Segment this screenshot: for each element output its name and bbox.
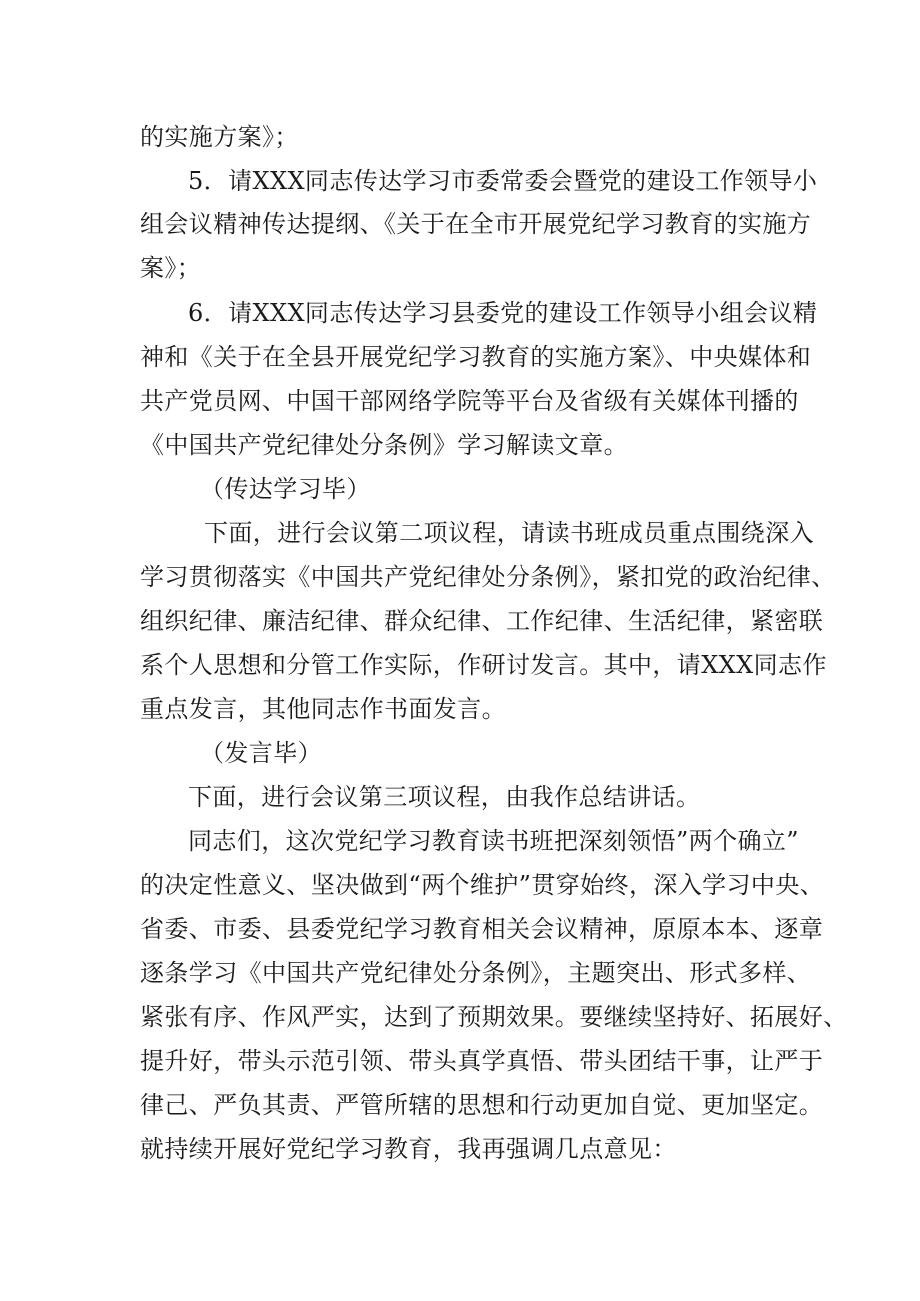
text-line: 的决定性意义、坚决做到“两个维护”贯穿始终，深入学习中央、 xyxy=(140,871,825,899)
text-line: 下面，进行会议第二项议程，请读书班成员重点围绕深入 xyxy=(204,519,814,547)
text-line: 重点发言，其他同志作书面发言。 xyxy=(140,695,506,723)
text-line: 逐条学习《中国共产党纪律处分条例》，主题突出、形式多样、 xyxy=(140,959,812,987)
text-line: 同志们，这次党纪学习教育读书班把深刻领悟”两个确立” xyxy=(188,827,799,855)
text-line: 的实施方案》； xyxy=(140,123,299,151)
text-line: 紧张有序、作风严实，达到了预期效果。要继续坚持好、拓展好、 xyxy=(140,1003,848,1031)
text-line: 共产党员网、中国干部网络学院等平台及省级有关媒体刊播的 xyxy=(140,387,799,415)
text-line: 组会议精神传达提纲、《关于在全市开展党纪学习教育的实施方 xyxy=(140,210,812,238)
text-line: 6．请XXX同志传达学习县委党的建设工作领导小组会议精 xyxy=(188,299,818,327)
text-line: 律己、严负其责、严管所辖的思想和行动更加自觉、更加坚定。 xyxy=(140,1091,824,1119)
text-line: 下面，进行会议第三项议程，由我作总结讲话。 xyxy=(188,783,701,811)
text-line: 神和《关于在全县开展党纪学习教育的实施方案》、中央媒体和 xyxy=(140,343,812,371)
text-line: 就持续开展好党纪学习教育，我再强调几点意见： xyxy=(140,1135,677,1163)
text-line: 《中国共产党纪律处分条例》学习解读文章。 xyxy=(140,431,628,459)
text-line: （传达学习毕） xyxy=(200,475,371,503)
text-line: 案》； xyxy=(140,254,202,282)
text-line: 提升好，带头示范引领、带头真学真悟、带头团结干事，让严于 xyxy=(140,1047,824,1075)
text-line: 省委、市委、县委党纪学习教育相关会议精神，原原本本、逐章 xyxy=(140,915,824,943)
text-line: 学习贯彻落实《中国共产党纪律处分条例》，紧扣党的政治纪律、 xyxy=(140,563,836,591)
text-line: （发言毕） xyxy=(200,739,322,767)
text-line: 系个人思想和分管工作实际，作研讨发言。其中，请XXX同志作 xyxy=(140,651,827,679)
text-line: 5．请XXX同志传达学习市委常委会暨党的建设工作领导小 xyxy=(188,167,818,195)
text-line: 组织纪律、廉洁纪律、群众纪律、工作纪律、生活纪律，紧密联 xyxy=(140,607,824,635)
